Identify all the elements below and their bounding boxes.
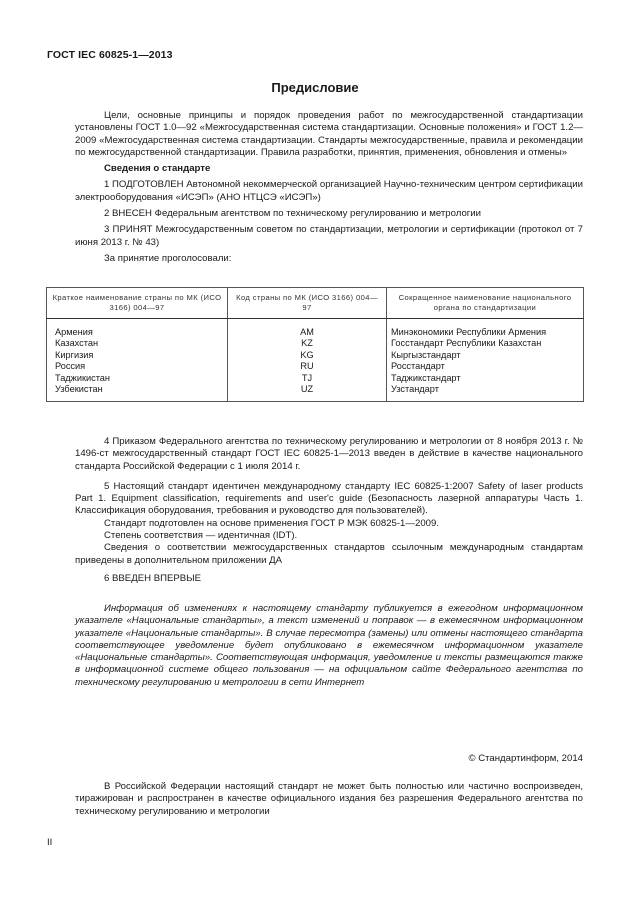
table-row xyxy=(47,373,584,384)
country-name: Киргизия xyxy=(47,350,228,361)
country-name: Узбекистан xyxy=(47,384,228,402)
item-4-order: 4 Приказом Федерального агентства по техническому регулированию и метрологии от 8 ноября 2013 г. № 1496-ст межгосударственный стандарт ГОСТ IEC 60825-1—2013 введен в действие в качестве национального стандарта Российской Федерации с 1 июля 2014 г. xyxy=(75,436,583,472)
item-5-degree: Степень соответствия — идентичная (IDT). xyxy=(104,530,298,542)
preface-body xyxy=(75,110,583,265)
page-title: Предисловие xyxy=(271,80,359,95)
country-code: TJ xyxy=(228,373,387,384)
reproduction-notice-text: В Российской Федерации настоящий стандарт не может быть полностью или частично воспроизведен, тиражирован и распространен в качестве официального издания без разрешения Федерального агентства по техническому регулированию и метрологии xyxy=(75,781,583,817)
item-3-adopted: 3 ПРИНЯТ Межгосударственным советом по стандартизации, метрологии и сертификации (протокол от 7 июня 2013 г. № 43) xyxy=(75,224,583,248)
country-code: UZ xyxy=(228,384,387,402)
preface-body-continued xyxy=(75,436,583,585)
intro-paragraph: Цели, основные принципы и порядок проведения работ по межгосударственной стандартизации установлены ГОСТ 1.0—92 «Межгосударственная система стандартизации. Основные положения» и ГОСТ 1.2—2009 «Межгосударственная система стандартизации. Стандарты межгосударственные, правила и рекомендации по межгосударственной стандартизации. Правила разработки, принятия, применения, обновления и отмены» xyxy=(75,110,583,158)
voted-label: За принятие проголосовали: xyxy=(104,252,232,264)
item-6-first-introduced: 6 ВВЕДЕН ВПЕРВЫЕ xyxy=(104,572,202,584)
standards-body: Таджикстандарт xyxy=(387,373,584,384)
reproduction-notice xyxy=(75,781,583,818)
country-code: KG xyxy=(228,350,387,361)
col-header-code: Код страны по МК (ИСО 3166) 004—97 xyxy=(228,288,387,319)
item-5-identical: 5 Настоящий стандарт идентичен международному стандарту IEC 60825-1:2007 Safety of laser products Part 1. Equipment classification, requirements and user'c guide (Безопасность лазерной аппаратуры Часть 1. Классификация оборудования, требования и руководство для пользователей). xyxy=(75,480,583,517)
country-code: RU xyxy=(228,361,387,372)
item-5-references: Сведения о соответствии межгосударственных стандартов ссылочным международным стандартам приведены в дополнительном приложении ДА xyxy=(75,542,583,566)
document-code-header: ГОСТ IEC 60825-1—2013 xyxy=(47,49,173,61)
table-header-row xyxy=(47,288,584,319)
table-row xyxy=(47,350,584,361)
voting-countries-table xyxy=(46,287,584,402)
col-header-country: Краткое наименование страны по МК (ИСО 3166) 004—97 xyxy=(47,288,228,319)
page-number: II xyxy=(47,837,53,848)
country-name: Таджикистан xyxy=(47,373,228,384)
item-1-prepared: 1 ПОДГОТОВЛЕН Автономной некоммерческой организацией Научно-техническим центром сертификации электрооборудования «ИСЭП» (АНО НТЦСЭ «ИСЭП») xyxy=(75,179,583,203)
changes-notice xyxy=(75,603,583,689)
item-2-introduced: 2 ВНЕСЕН Федеральным агентством по техническому регулированию и метрологии xyxy=(104,208,482,220)
country-code: AM xyxy=(228,319,387,339)
standards-body: Узстандарт xyxy=(387,384,584,402)
copyright-line: © Стандартинформ, 2014 xyxy=(468,753,583,764)
table-row xyxy=(47,319,584,339)
table-row xyxy=(47,361,584,372)
standards-body: Кыргызстандарт xyxy=(387,350,584,361)
standards-body: Минэкономики Республики Армения xyxy=(387,319,584,339)
standards-body: Госстандарт Республики Казахстан xyxy=(387,338,584,349)
item-5-basis: Стандарт подготовлен на основе применения ГОСТ Р МЭК 60825-1—2009. xyxy=(104,517,439,529)
country-code: KZ xyxy=(228,338,387,349)
section-heading: Сведения о стандарте xyxy=(104,163,211,175)
country-name: Россия xyxy=(47,361,228,372)
col-header-body: Сокращенное наименование национального органа по стандартизации xyxy=(387,288,584,319)
table-row xyxy=(47,384,584,402)
changes-notice-text: Информация об изменениях к настоящему стандарту публикуется в ежегодном информационном указателе «Национальные стандарты», а текст изменений и поправок — в ежемесячном информационном указателе «Национальные стандарты». В случае пересмотра (замены) или отмены настоящего стандарта соответствующее уведомление будет опубликовано в ежемесячном информационном указателе «Национальные стандарты». Соответствующая информация, уведомление и тексты размещаются также в информационной системе общего пользования — на официальном сайте Федерального агентства по техническому регулированию и метрологии в сети Интернет xyxy=(75,603,583,688)
standards-body: Росстандарт xyxy=(387,361,584,372)
country-name: Казахстан xyxy=(47,338,228,349)
country-name: Армения xyxy=(47,319,228,339)
table-row xyxy=(47,338,584,349)
